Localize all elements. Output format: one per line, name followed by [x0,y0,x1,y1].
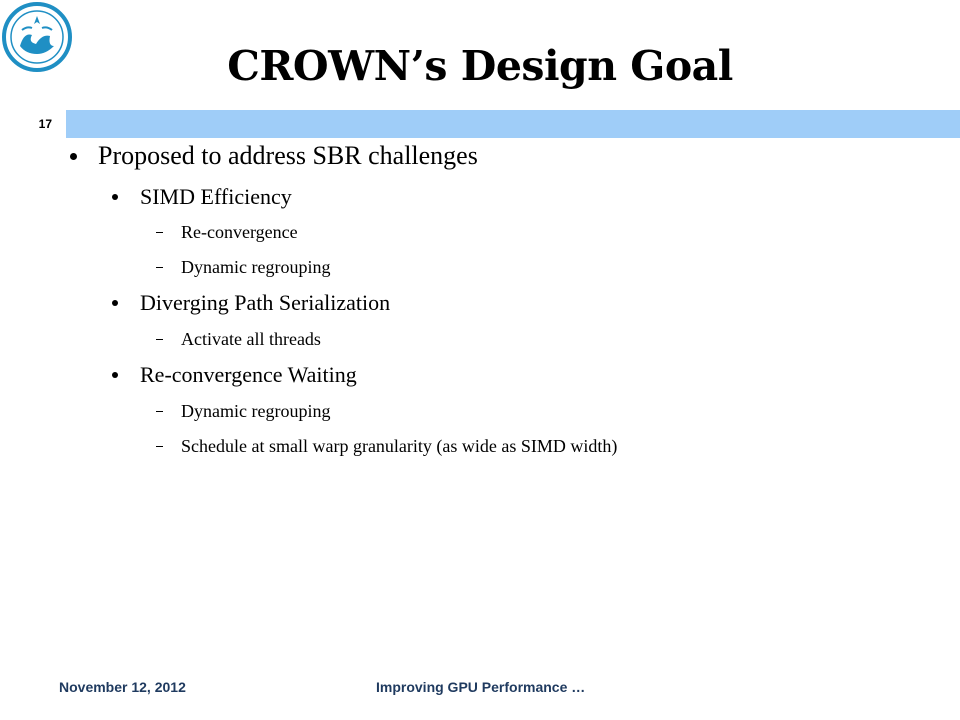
dash-icon [156,446,163,447]
section-bullet [112,360,357,390]
section-label: SIMD Efficiency [140,184,292,209]
sub-bullet [156,433,617,459]
dash-icon [156,411,163,412]
section-bullet [112,288,390,318]
sub-bullet-text: Schedule at small warp granularity (as wide as SIMD width) [181,435,618,456]
sub-bullet-text: Dynamic regrouping [181,256,331,277]
dash-icon [156,339,163,340]
slide-title: CROWN’s Design Goal [227,42,733,90]
sub-bullet [156,254,330,280]
sub-bullet-text: Activate all threads [181,328,321,349]
slide-number: 17 [2,110,58,138]
section-label: Re-convergence Waiting [140,362,357,387]
bullet-dot-icon [112,300,118,306]
section-bullet [112,182,292,212]
sub-bullet-text: Re-convergence [181,221,298,242]
bullet-dot-icon [70,153,77,160]
sub-bullet-text: Dynamic regrouping [181,400,331,421]
main-bullet-text: Proposed to address SBR challenges [98,141,478,170]
sub-bullet [156,398,330,424]
section-label: Diverging Path Serialization [140,290,391,315]
sub-bullet [156,219,298,245]
bullet-dot-icon [112,194,118,200]
sub-bullet [156,326,321,352]
main-bullet [70,138,478,174]
dash-icon [156,232,163,233]
footer-title: Improving GPU Performance … [376,679,586,695]
dash-icon [156,267,163,268]
bullet-dot-icon [112,372,118,378]
footer-date: November 12, 2012 [59,679,186,695]
